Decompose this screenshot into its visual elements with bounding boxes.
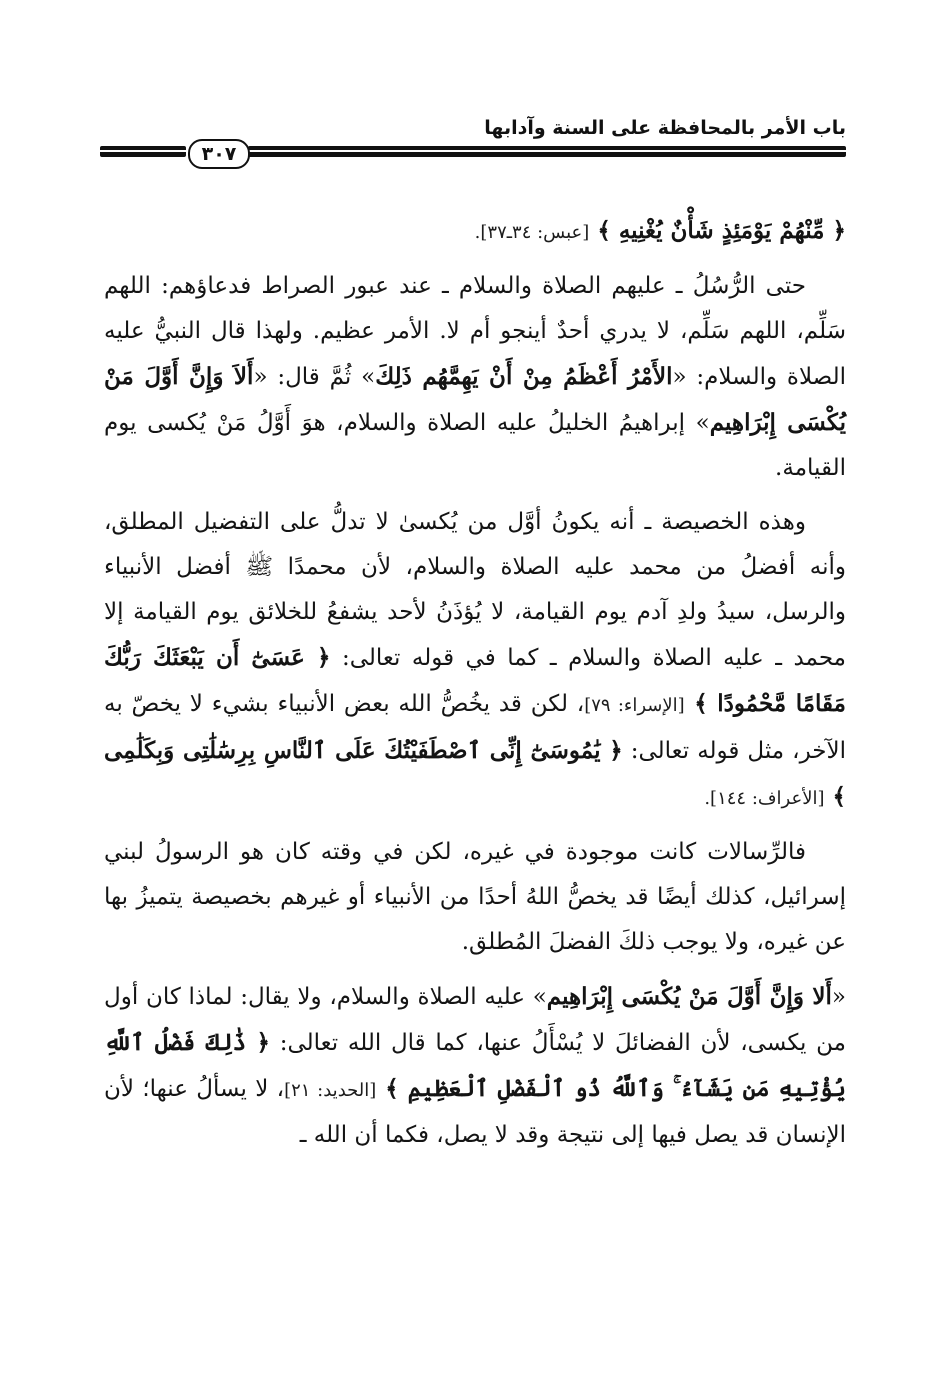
text-segment: فالرِّسالات كانت موجودة في غيره، لكن في وقته كان هو الرسولُ لبني إسرائيل، كذلك أيضًا قد يخصُّ اللهُ أحدًا من الأنبياء أو غيرهم بخصيصة يتميزُ بها عن غيره، ولا يوجب ذلكَ الفضلَ المُطلق.: [104, 839, 846, 955]
hadith-quote: أَلا وَإِنَّ أَوَّلَ مَنْ يُكْسَى إِبْرَاهِيم: [546, 983, 832, 1010]
text-segment: ، لا يسألُ عنها؛ لأن الإنسان قد يصل فيها إلى نتيجة وقد لا يصل، فكما أن الله ـ: [104, 1076, 846, 1148]
header-rule-left: [100, 146, 186, 157]
text-segment: حتى الرُّسُلُ ـ عليهم الصلاة والسلام ـ عند عبور الصراط فدعاؤهم: اللهم سَلِّم، اللهم سَلِّم، لا يدري أحدٌ أينجو أم لا. الأمر عظيم. ولهذا قال النبيُّ عليه الصلاة والسلام: «: [104, 273, 847, 390]
running-header: [100, 112, 846, 182]
quran-verse: ﴿ يَٰمُوسَىٰٓ إِنِّى ٱصْطَفَيْتُكَ عَلَى ٱلنَّاسِ بِرِسَٰلَٰتِى وَبِكَلَٰمِى ﴾: [104, 737, 846, 810]
verse-reference: [عبس: ٣٤ـ٣٧].: [474, 222, 590, 243]
text-body: [104, 208, 846, 1158]
hadith-quote: أَلاَ وَإِنَّ أَوَّلَ مَنْ يُكْسَى إِبْرَاهِيم: [104, 363, 846, 436]
paragraph-5: [104, 974, 846, 1158]
paragraph-1: [104, 208, 846, 255]
text-segment: «: [831, 984, 846, 1010]
paragraph-4: [104, 830, 846, 965]
text-segment: » عليه الصلاة والسلام، ولا يقال: لماذا كان أول من يكسى، لأن الفضائلَ لا يُسْأَلُ عنها، كما قال الله تعالى:: [104, 984, 846, 1056]
quran-verse: ﴿ عَسَىٰٓ أَن يَبْعَثَكَ رَبُّكَ مَقَامًا مَّحْمُودًا ﴾: [104, 644, 846, 717]
verse-reference: [الأعراف: ١٤٤].: [704, 788, 825, 809]
text-segment: وهذه الخصيصة ـ أنه يكونُ أوَّل من يُكسىٰ لا تدلُّ على التفضيل المطلق، وأنه أفضلُ من محمد عليه الصلاة والسلام، لأن محمدًا ﷺ أفضل الأنبياء والرسل، سيدُ ولدِ آدم يوم القيامة، لا يُؤذَنُ لأحد يشفعُ للخلائق يوم القيامة إلا محمد ـ عليه الصلاة والسلام ـ كما في قوله تعالى:: [104, 509, 846, 671]
verse-reference: [الإسراء: ٧٩]: [584, 695, 685, 716]
text-segment: » إبراهيمُ الخليلُ عليه الصلاة والسلام، هوَ أَوَّلُ مَنْ يُكسى يوم القيامة.: [104, 410, 846, 481]
text-segment: » ثُمَّ قال: «: [253, 364, 376, 390]
chapter-title: باب الأمر بالمحافظة على السنة وآدابها: [484, 117, 846, 139]
page-number: ٣٠٧: [201, 143, 237, 165]
quran-verse: ﴿ مِّنْهُمْ يَوْمَئِذٍ شَأْنٌ يُغْنِيهِ ﴾: [589, 217, 846, 244]
verse-reference: [الحديد: ٢١]: [284, 1080, 377, 1101]
hadith-quote: الأَمْرُ أَعْظَمُ مِنْ أَنْ يَهِمَّهُم ذَلِكَ: [375, 363, 673, 390]
paragraph-3: [104, 500, 846, 821]
paragraph-2: [104, 264, 846, 491]
page-number-frame: [188, 139, 250, 169]
text-segment: ، لكن قد يخُصُّ الله بعض الأنبياء بشيء لا يخصّ به الآخر، مثل قوله تعالى:: [104, 691, 846, 764]
quran-verse: ﴿ ذَٰلِكَ فَضْلُ ٱللَّهِ يُؤْتِيهِ مَن يَشَآءُ ۚ وَٱللَّهُ ذُو ٱلْفَضْلِ ٱلْعَظِيمِ ﴾: [104, 1029, 847, 1102]
header-rule-right: [248, 146, 846, 157]
